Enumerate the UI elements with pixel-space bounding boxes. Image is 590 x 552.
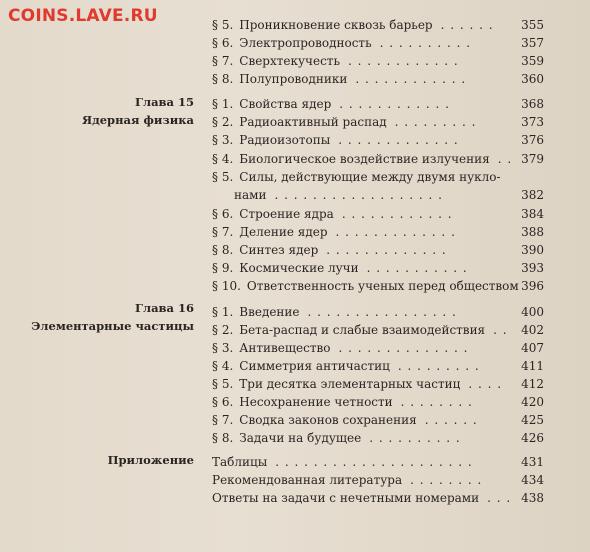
toc-entry — [212, 205, 544, 223]
page-number: 376 — [521, 133, 544, 147]
toc-entry-text — [212, 359, 480, 373]
section-title: нами — [234, 188, 267, 202]
toc-entry — [212, 471, 544, 489]
toc-entry-text — [212, 72, 466, 86]
section-title: Биологическое воздействие излучения — [239, 152, 490, 166]
page-number: 393 — [521, 261, 544, 275]
toc-entry — [212, 95, 544, 113]
page-number: 420 — [521, 395, 544, 409]
dot-leader: . . . . . . . . . — [394, 115, 477, 129]
section-number: § 2. — [212, 115, 234, 129]
section-title: Рекомендованная литература — [212, 473, 403, 487]
section-title: Синтез ядер — [239, 243, 319, 257]
toc-entry-text — [212, 431, 461, 445]
watermark: COINS.LAVE.RU — [8, 6, 158, 26]
section-title: Силы, действующие между двумя нукло- — [239, 170, 501, 184]
toc-entry-text — [212, 36, 471, 50]
section-title: Сверхтекучесть — [239, 54, 340, 68]
section-number: § 8. — [212, 72, 234, 86]
page-number: 373 — [521, 115, 544, 129]
section-title: Ответственность ученых перед обществом — [246, 279, 519, 293]
section-title: Задачи на будущее — [239, 431, 362, 445]
section-number: § 10. — [212, 279, 241, 293]
section-number: § 4. — [212, 152, 234, 166]
section-number: § 7. — [212, 225, 234, 239]
toc-entry — [212, 259, 544, 277]
toc-entry — [212, 339, 544, 357]
toc-entry-text — [212, 170, 501, 184]
dot-leader: . . . . . . . . . . . . . — [326, 243, 447, 257]
page-number: 438 — [521, 491, 544, 505]
dot-leader: . . . . . . . . . . — [379, 36, 472, 50]
section-number: § 6. — [212, 207, 234, 221]
toc-entry — [212, 277, 544, 295]
page-number: 388 — [521, 225, 544, 239]
dot-leader: . . . . . . . . . . . — [366, 261, 468, 275]
toc-entry — [212, 168, 544, 186]
toc-entry-text — [212, 413, 478, 427]
dot-leader: . . . . . . . . . . . . . . . . — [307, 305, 457, 319]
dot-leader: . . . . . . . . . . . . . . . . . . . . . — [275, 455, 473, 469]
toc-entry-text — [212, 261, 468, 275]
toc-entry — [212, 393, 544, 411]
section-number: § 8. — [212, 431, 234, 445]
toc-entry — [212, 186, 544, 204]
toc-entry-text — [212, 18, 494, 32]
section-number: § 8. — [212, 243, 234, 257]
dot-leader: . . . . . . . . . . . . . — [338, 133, 459, 147]
page-number: 407 — [521, 341, 544, 355]
section-title: Три десятка элементарных частиц — [239, 377, 461, 391]
page-number: 359 — [521, 54, 544, 68]
dot-leader: . . . . . . . . . . . . . . — [338, 341, 469, 355]
dot-leader: . . . . . . . . . . — [369, 431, 461, 445]
page-number: 411 — [521, 359, 544, 373]
toc-entry-text — [212, 225, 456, 239]
section-title: Бета-распад и слабые взаимодействия — [239, 323, 486, 337]
chapter-16-label: Глава 16 — [135, 301, 194, 315]
dot-leader: . . . . . . . . . . . . . . . . . . — [274, 188, 443, 202]
toc-entry — [212, 321, 544, 339]
dot-leader: . . . . — [468, 377, 503, 391]
dot-leader: . . . . . . . . . . . . — [341, 207, 453, 221]
section-number: § 9. — [212, 261, 234, 275]
toc-entry-text — [212, 97, 450, 111]
page-number: 368 — [521, 97, 544, 111]
toc-entry-text — [212, 133, 459, 147]
section-title: Полупроводники — [239, 72, 348, 86]
toc-entry-text — [212, 207, 453, 221]
page-number: 379 — [521, 152, 544, 166]
toc-entry — [212, 241, 544, 259]
section-title: Ответы на задачи с нечетными номерами — [212, 491, 480, 505]
section-number: § 7. — [212, 413, 234, 427]
section-title: Сводка законов сохранения — [239, 413, 417, 427]
toc-entry — [212, 357, 544, 375]
section-number: § 5. — [212, 18, 234, 32]
section-number: § 7. — [212, 54, 234, 68]
page-number: 384 — [521, 207, 544, 221]
toc-entry — [212, 16, 544, 34]
page-number: 425 — [521, 413, 544, 427]
section-number: § 1. — [212, 97, 234, 111]
page-number: 357 — [521, 36, 544, 50]
dot-leader: . . . . . . . . . . . . — [355, 72, 467, 86]
page-number: 426 — [521, 431, 544, 445]
toc-entry-text — [212, 323, 508, 337]
toc-entry — [212, 113, 544, 131]
section-number: § 1. — [212, 305, 234, 319]
section-number: § 5. — [212, 170, 234, 184]
section-number: § 3. — [212, 341, 234, 355]
toc-entry-text — [212, 279, 519, 293]
section-title: Несохранение четности — [239, 395, 393, 409]
section-number: § 4. — [212, 359, 234, 373]
section-title: Радиоактивный распад — [239, 115, 387, 129]
section-title: Строение ядра — [239, 207, 334, 221]
toc-entry-text — [212, 152, 512, 166]
dot-leader: . . . . . . . . — [410, 473, 483, 487]
dot-leader: . . — [497, 152, 513, 166]
section-title: Космические лучи — [239, 261, 359, 275]
section-title: Свойства ядер — [239, 97, 332, 111]
section-title: Радиоизотопы — [239, 133, 331, 147]
toc-entry-text — [212, 473, 482, 487]
toc-entry — [212, 52, 544, 70]
chapter-16-subtitle: Элементарные частицы — [31, 319, 194, 333]
dot-leader: . . . . . . . . — [400, 395, 473, 409]
section-title: Электропроводность — [239, 36, 372, 50]
page-number: 396 — [521, 279, 544, 293]
chapter-15-subtitle: Ядерная физика — [81, 113, 194, 127]
dot-leader: . . . . . . . . . . . . — [339, 97, 450, 111]
page-number: 434 — [521, 473, 544, 487]
section-title: Антивещество — [239, 341, 331, 355]
dot-leader: . . — [493, 323, 508, 337]
page-number: 390 — [521, 243, 544, 257]
toc-entry-text — [212, 188, 443, 202]
page-number: 402 — [521, 323, 544, 337]
dot-leader: . . . . . . — [440, 18, 494, 32]
section-title: Введение — [239, 305, 300, 319]
section-title: Проникновение сквозь барьер — [239, 18, 433, 32]
toc-entry-text — [212, 54, 459, 68]
dot-leader: . . . — [487, 491, 512, 505]
toc-entry — [212, 70, 544, 88]
toc-entry-text — [212, 243, 447, 257]
dot-leader: . . . . . . . . . . . . — [347, 54, 459, 68]
toc-entry — [212, 453, 544, 471]
section-number: § 3. — [212, 133, 234, 147]
toc-entry — [212, 303, 544, 321]
toc-entry — [212, 375, 544, 393]
toc-entry — [212, 131, 544, 149]
chapter-15-label: Глава 15 — [135, 95, 194, 109]
toc-entry — [212, 34, 544, 52]
page-number: 412 — [521, 377, 544, 391]
toc-entry — [212, 411, 544, 429]
page-number: 360 — [521, 72, 544, 86]
section-title: Симметрия античастиц — [239, 359, 390, 373]
page-number: 400 — [521, 305, 544, 319]
toc-entry-text — [212, 305, 457, 319]
dot-leader: . . . . . . . . . . . . . — [335, 225, 456, 239]
toc-entry-text — [212, 341, 468, 355]
appendix-label: Приложение — [107, 453, 194, 467]
toc-entry-text — [212, 455, 473, 469]
page-number: 431 — [521, 455, 544, 469]
section-title: Таблицы — [212, 455, 268, 469]
toc-entry-text — [212, 377, 502, 391]
toc-entry — [212, 150, 544, 168]
dot-leader: . . . . . . — [424, 413, 478, 427]
section-number: § 5. — [212, 377, 234, 391]
section-number: § 6. — [212, 36, 234, 50]
toc-entry — [212, 489, 544, 507]
dot-leader: . . . . . . . . . — [397, 359, 480, 373]
toc-entry-text — [212, 115, 476, 129]
toc-entry — [212, 223, 544, 241]
page-number: 355 — [521, 18, 544, 32]
toc-entry-text — [212, 491, 511, 505]
section-title: Деление ядер — [239, 225, 328, 239]
section-number: § 2. — [212, 323, 234, 337]
toc-entry — [212, 429, 544, 447]
page-number: 382 — [521, 188, 544, 202]
section-number: § 6. — [212, 395, 234, 409]
toc-entry-text — [212, 395, 473, 409]
